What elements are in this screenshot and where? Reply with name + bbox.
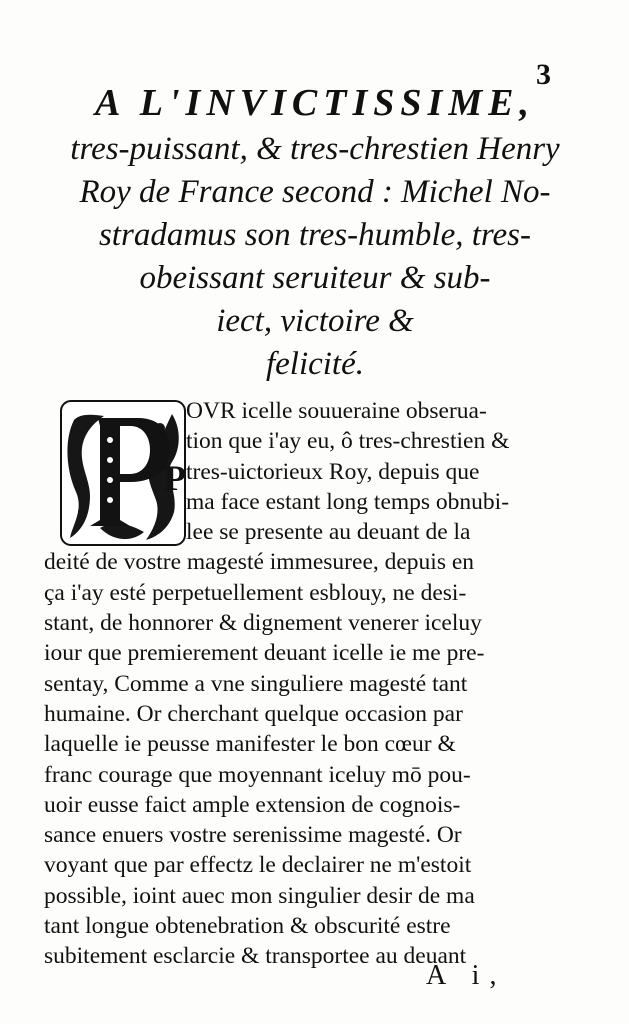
body-line: uoir eusse faict ample extension de cognois- — [44, 791, 461, 818]
body-line: lee se presente au deuant de la — [186, 519, 471, 546]
heading-line-2: tres-puissant, & tres-chrestien Henry — [70, 131, 560, 167]
body-line: tant longue obtenebration & obscurité estre — [44, 913, 451, 940]
heading-line-4: stradamus son tres-humble, tres- — [98, 217, 532, 253]
body-line: ça i'ay esté perpetuellement esblouy, ne desi- — [44, 579, 467, 606]
heading-line-6: iect, victoire & — [216, 303, 414, 339]
heading-line-1: A L'INVICTISSIME, — [95, 82, 535, 124]
body-line: ma face estant long temps obnubi- — [186, 488, 510, 515]
body-text — [44, 396, 589, 972]
body-line: franc courage que moyennant iceluy mō pou- — [44, 761, 471, 788]
body-line: humaine. Or cherchant quelque occasion par — [44, 700, 463, 727]
body-line: sentay, Comme a vne singuliere magesté tant — [44, 670, 468, 697]
body-line: subitement esclarcie & transportee au deuant — [44, 943, 467, 970]
signature-mark: A i, — [426, 960, 507, 991]
heading-line-5: obeissant seruiteur & sub- — [139, 260, 491, 296]
heading-line-7: felicité. — [265, 346, 365, 382]
heading-line-3: Roy de France second : Michel No- — [79, 174, 551, 210]
body-line: stant, de honnorer & dignement venerer iceluy — [44, 610, 482, 637]
body-line: voyant que par effectz le declairer ne m'estoit — [44, 852, 472, 879]
body-line: tres-uictorieux Roy, depuis que — [186, 458, 480, 485]
body-line: tion que i'ay eu, ô tres-chrestien & — [186, 428, 510, 455]
dedication-heading — [30, 80, 600, 386]
body-line: laquelle ie peusse manifester le bon cœur & — [44, 731, 456, 758]
body-line: OVR icelle souueraine obserua- — [186, 398, 487, 424]
body-line: sance enuers vostre serenissime magesté. Or — [44, 822, 462, 849]
body-line: iour que premierement deuant icelle ie me pre- — [44, 640, 485, 667]
body-line: deité de vostre magesté immesuree, depuis en — [44, 549, 475, 576]
body-line: possible, ioint auec mon singulier desir de ma — [44, 882, 475, 909]
initial-letter: P — [164, 458, 186, 498]
page-number: 3 — [536, 58, 551, 91]
